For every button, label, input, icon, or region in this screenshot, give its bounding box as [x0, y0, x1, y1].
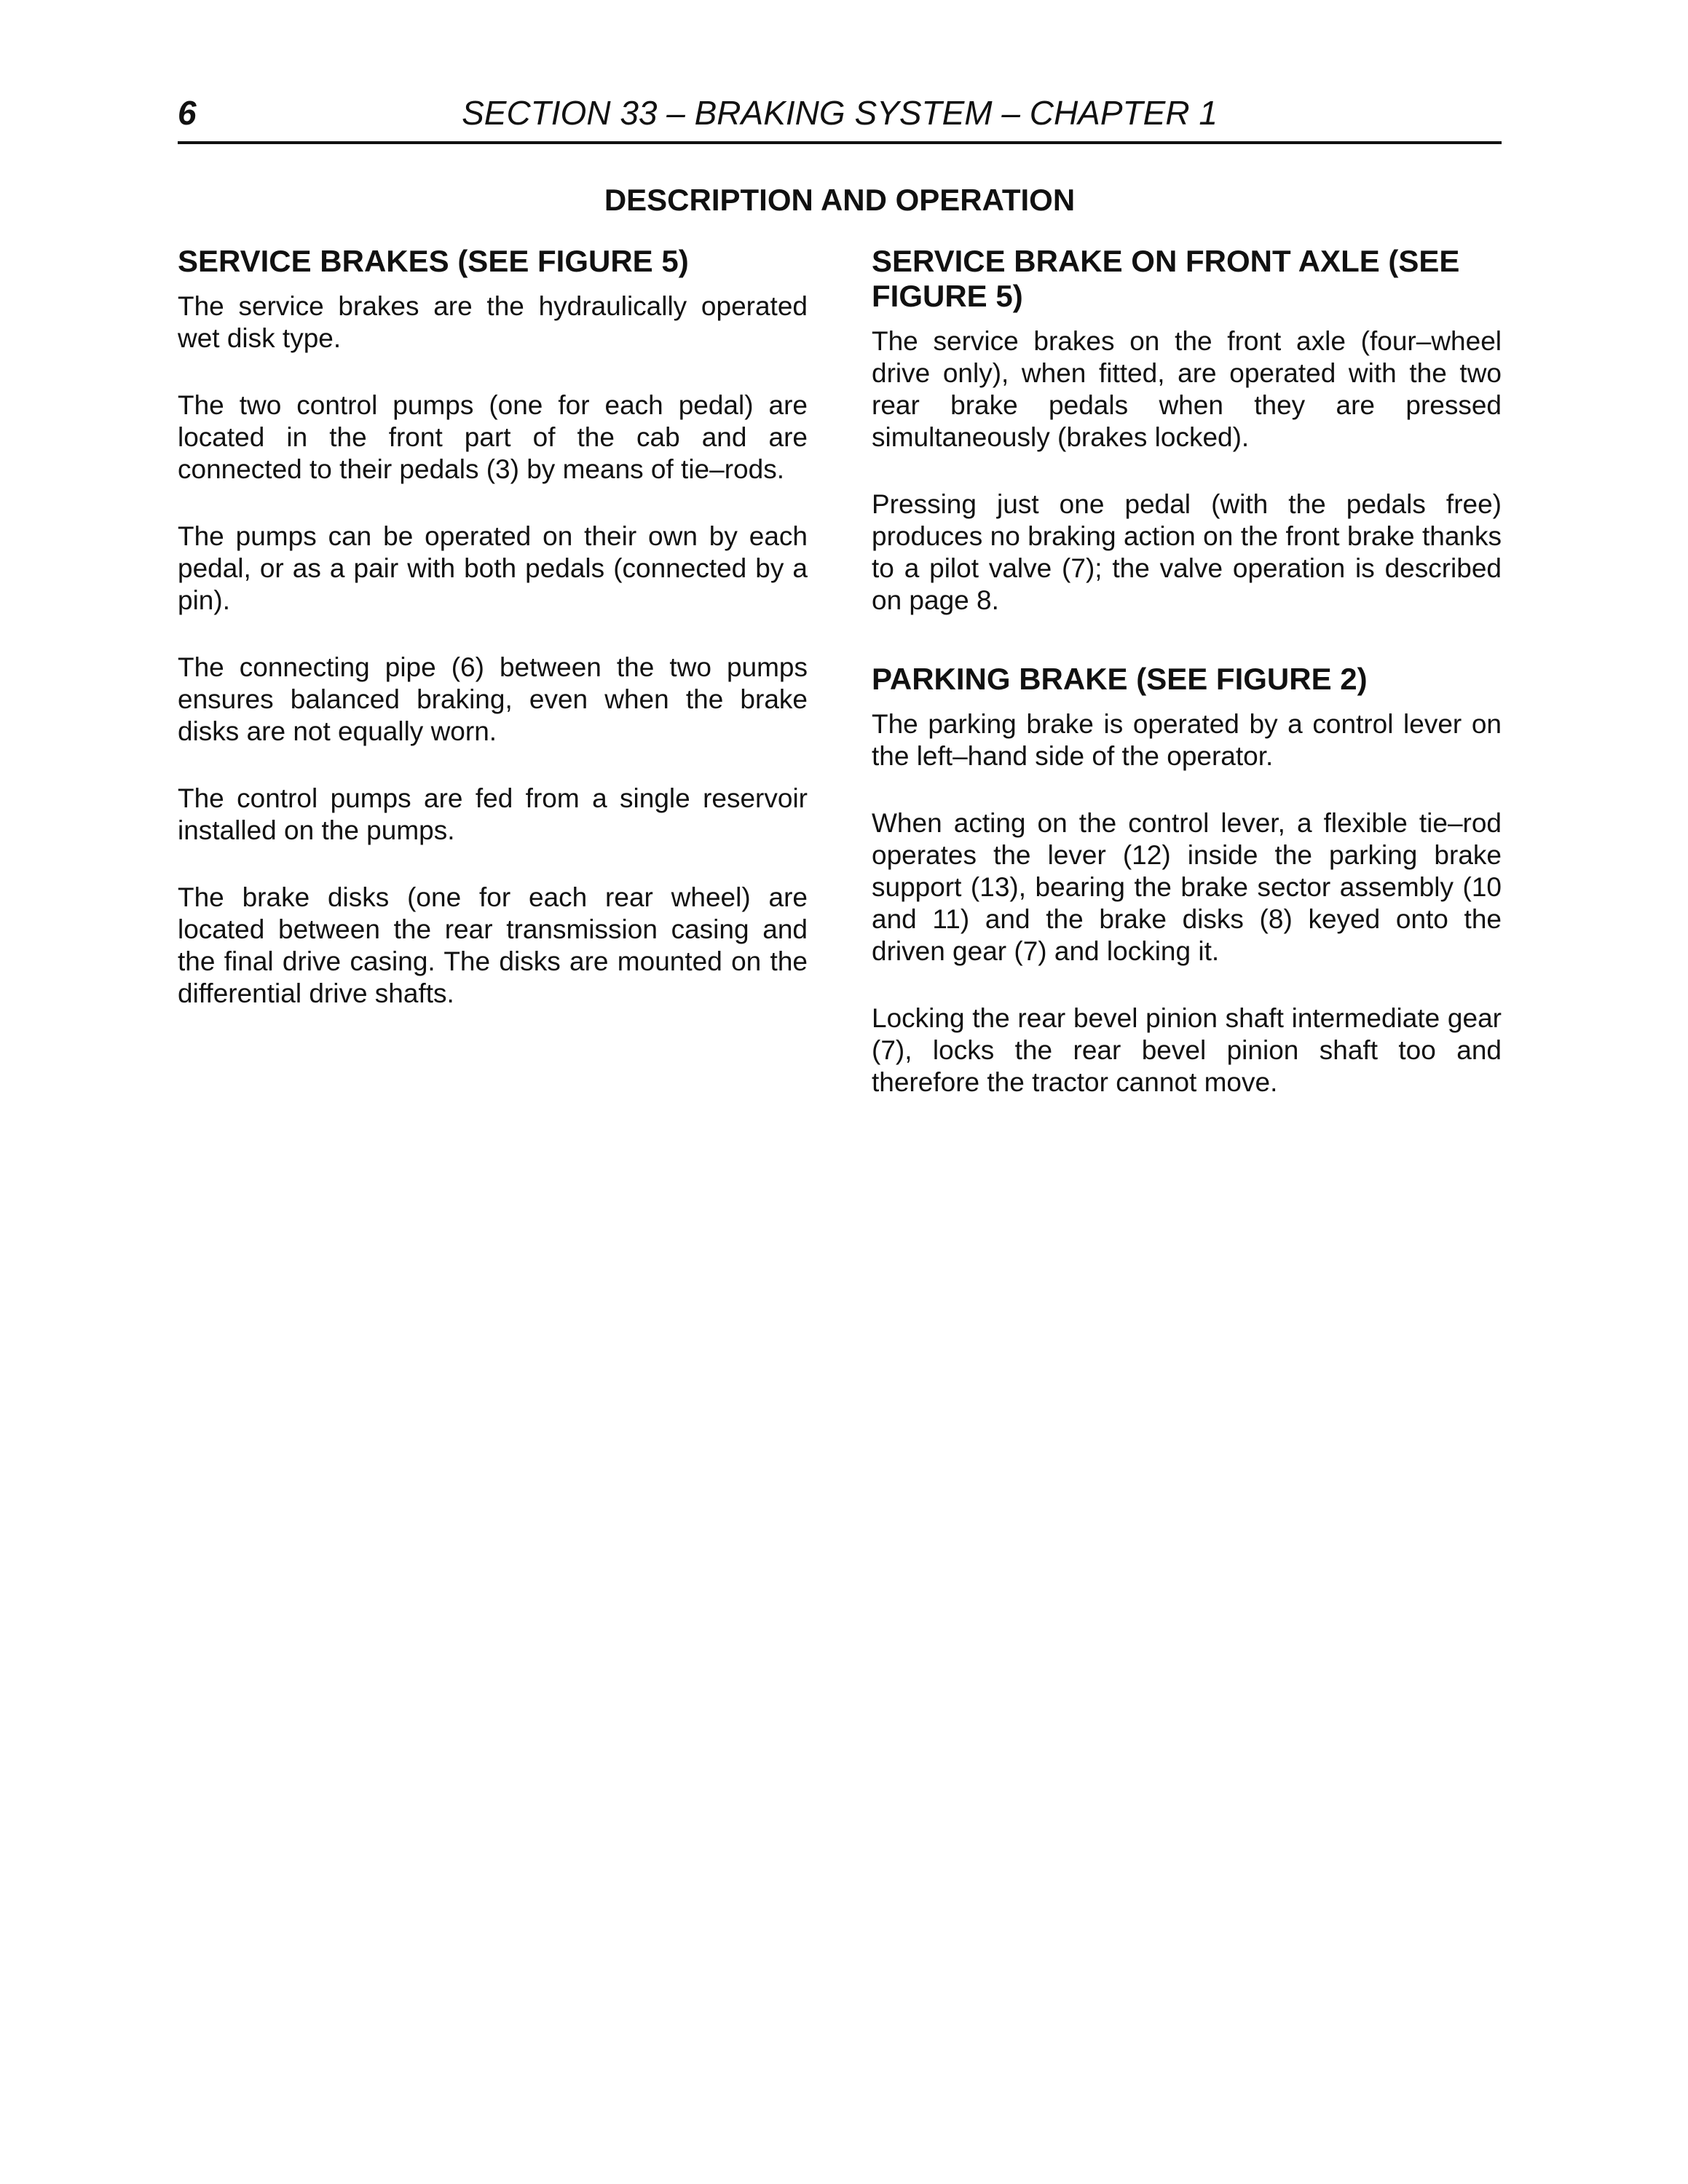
- main-heading: DESCRIPTION AND OPERATION: [604, 183, 1076, 217]
- paragraph: The connecting pipe (6) between the two pumps ensures balanced braking, even when the brake disks are not equally worn.: [178, 652, 808, 746]
- paragraph: The control pumps are fed from a single reservoir installed on the pumps.: [178, 783, 808, 845]
- section-title: SECTION 33 – BRAKING SYSTEM – CHAPTER 1: [462, 94, 1218, 132]
- parking-brake-heading: PARKING BRAKE (SEE FIGURE 2): [872, 662, 1368, 696]
- paragraph: The service brakes are the hydraulically operated wet disk type.: [178, 291, 808, 353]
- service-brakes-heading: SERVICE BRAKES (SEE FIGURE 5): [178, 244, 689, 278]
- left-column: [178, 244, 808, 1045]
- paragraph: Locking the rear bevel pinion shaft intermediate gear (7), locks the rear bevel pinion shaft too and therefore the tractor cannot move.: [872, 1003, 1502, 1097]
- right-column: [872, 244, 1502, 1133]
- paragraph: Pressing just one pedal (with the pedals free) produces no braking action on the front brake thanks to a pilot valve (7); the valve operation is described on page 8.: [872, 489, 1502, 615]
- paragraph: The two control pumps (one for each pedal) are located in the front part of the cab and are connected to their pedals (3) by means of tie–rods.: [178, 390, 808, 484]
- front-axle-brake-heading: SERVICE BRAKE ON FRONT AXLE (SEE FIGURE 5): [872, 244, 1460, 313]
- page-header: [178, 90, 1502, 144]
- paragraph: The pumps can be operated on their own by each pedal, or as a pair with both pedals (connected by a pin).: [178, 521, 808, 615]
- paragraph: The brake disks (one for each rear wheel) are located between the rear transmission casing and the final drive casing. The disks are mounted on the differential drive shafts.: [178, 882, 808, 1008]
- paragraph: The service brakes on the front axle (four–wheel drive only), when fitted, are operated with the two rear brake pedals when they are pressed simultaneously (brakes locked).: [872, 326, 1502, 452]
- page-number: 6: [178, 94, 197, 132]
- paragraph: When acting on the control lever, a flexible tie–rod operates the lever (12) inside the parking brake support (13), bearing the brake sector assembly (10 and 11) and the brake disks (8) keyed onto the driven gear (7) and locking it.: [872, 808, 1502, 966]
- paragraph: The parking brake is operated by a control lever on the left–hand side of the operator.: [872, 709, 1502, 771]
